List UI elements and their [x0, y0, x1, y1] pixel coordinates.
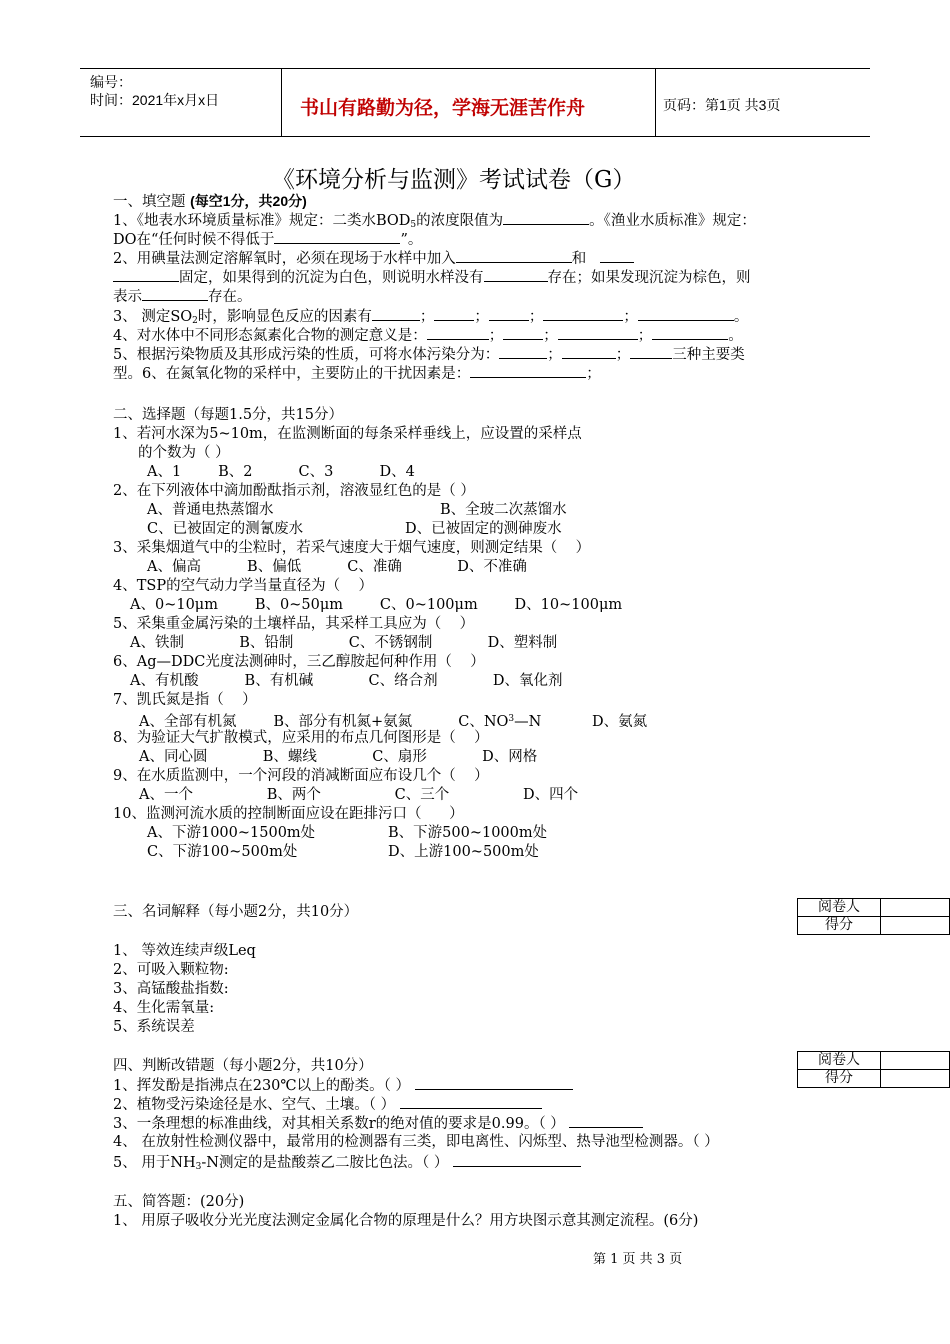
header-bottom-rule — [80, 136, 870, 137]
section4-heading: 四、判断改错题（每小题2分，共10分） — [113, 1058, 373, 1074]
score-cell[interactable] — [881, 1070, 950, 1088]
answer-blank[interactable] — [484, 268, 548, 282]
page-footer: 第 1 页 共 3 页 — [593, 1252, 683, 1267]
answer-blank[interactable] — [630, 345, 672, 359]
answer-blank[interactable] — [503, 326, 543, 340]
q2-10-stem: 10、监测河流水质的控制断面应设在距排污口（ ） — [113, 806, 464, 822]
q2-5-options: A、铁制 B、铅制 C、不锈钢制 D、塑料制 — [130, 635, 558, 651]
header-divider-right — [655, 68, 656, 136]
answer-blank[interactable] — [456, 249, 572, 263]
q2-1-stem: 1、若河水深为5~10m，在监测断面的每条采样垂线上，应设置的采样点 — [113, 426, 582, 442]
answer-blank[interactable] — [372, 307, 420, 321]
q2-1-stem-cont: 的个数为（ ） — [138, 445, 230, 461]
answer-blank[interactable] — [274, 230, 400, 244]
section2-heading: 二、选择题（每题1.5分，共15分） — [113, 407, 344, 423]
q2-2-option-b: B、全玻二次蒸馏水 — [440, 502, 567, 518]
header-number-label: 编号： — [90, 74, 132, 90]
answer-blank[interactable] — [499, 345, 547, 359]
section1-q2-line1: 2、用碘量法测定溶解氧时，必须在现场于水样中加入 和 — [113, 249, 634, 269]
reviewer-cell[interactable] — [881, 899, 950, 917]
answer-blank[interactable] — [470, 364, 586, 378]
header-top-rule — [80, 68, 870, 69]
reviewer-cell[interactable] — [881, 1052, 950, 1070]
term-2: 2、可吸入颗粒物: — [113, 962, 229, 978]
page-title: 《环境分析与监测》考试试卷（G） — [272, 167, 636, 193]
q2-5-stem: 5、采集重金属污染的土壤样品，其采样工具应为（ ） — [113, 616, 475, 632]
section1-q3: 3、 测定$SO_2$时，影响显色反应的因素有 ； ； ； ； 。 — [113, 309, 749, 326]
answer-blank[interactable] — [113, 268, 179, 282]
header-divider-left — [281, 68, 282, 136]
q2-6-stem: 6、Ag—DDC光度法测砷时，三乙醇胺起何种作用（ ） — [113, 654, 485, 670]
q2-10-option-d: D、上游100~500m处 — [388, 844, 539, 860]
q2-8-stem: 8、为验证大气扩散模式，应采用的布点几何图形是（ ） — [113, 730, 489, 746]
answer-blank[interactable] — [652, 326, 728, 340]
q2-3-options: A、偏高 B、偏低 C、准确 D、不准确 — [147, 559, 527, 575]
answer-blank[interactable] — [434, 307, 474, 321]
answer-blank[interactable] — [400, 1095, 542, 1109]
score-label: 得分 — [798, 1070, 881, 1088]
q2-2-option-c: C、已被固定的测氰废水 — [147, 521, 304, 537]
q2-10-option-c: C、下游100~500m处 — [147, 844, 298, 860]
section3-score-table — [797, 898, 950, 935]
section1-heading — [113, 192, 307, 212]
section1-q2-line2: 固定，如果得到的沉淀为白色，则说明水样没有 存在；如果发现沉淀为棕色，则 — [113, 268, 751, 288]
header-time: 时间：2021年x月x日 — [90, 92, 220, 108]
answer-blank[interactable] — [543, 307, 623, 321]
q2-2-option-d: D、已被固定的测砷废水 — [405, 521, 562, 537]
term-4: 4、生化需氧量: — [113, 1000, 215, 1016]
section1-q4: 4、对水体中不同形态氮素化合物的测定意义是： ； ； ； 。 — [113, 328, 743, 344]
reviewer-label: 阅卷人 — [798, 1052, 881, 1070]
judge-1: 1、挥发酚是指沸点在230℃以上的酚类。（ ） — [113, 1076, 573, 1096]
q2-2-stem: 2、在下列液体中滴加酚酞指示剂，溶液显红色的是（ ） — [113, 483, 475, 499]
section1-heading-note: (每空1分，共20分) — [190, 193, 307, 209]
term-3: 3、高锰酸盐指数: — [113, 981, 229, 997]
answer-blank[interactable] — [638, 307, 734, 321]
answer-blank[interactable] — [503, 211, 589, 225]
header-page-info: 页码：第1页 共3页 — [663, 97, 781, 113]
section3-heading: 三、名词解释（每小题2分，共10分） — [113, 904, 359, 920]
answer-blank[interactable] — [562, 345, 616, 359]
judge-5: 5、 用于$NH_3-N$测定的是盐酸萘乙二胺比色法。（ ） — [113, 1153, 581, 1177]
section1-q1-line1: 1、《地表水环境质量标准》规定：二类水$BOD_5$的浓度限值为 。《渔业水质标准》规定： — [113, 213, 756, 230]
judge-4: 4、 在放射性检测仪器中，最常用的检测器有三类，即电离性、闪烁型、热导池型检测器。（ ） — [113, 1134, 719, 1150]
answer-blank[interactable] — [600, 249, 634, 263]
q2-10-option-b: B、下游500~1000m处 — [388, 825, 548, 841]
section4-score-table — [797, 1051, 950, 1088]
section1-q5: 5、根据污染物质及其形成污染的性质，可将水体污染分为： ； ； 三种主要类 — [113, 347, 745, 363]
term-1: 1、 等效连续声级Leq — [113, 943, 256, 959]
q2-4-stem: 4、TSP的空气动力学当量直径为（ ） — [113, 578, 374, 594]
section5-heading: 五、简答题：(20分) — [113, 1194, 245, 1210]
q2-3-stem: 3、采集烟道气中的尘粒时，若采气速度大于烟气速度，则测定结果（ ） — [113, 540, 591, 556]
answer-blank[interactable] — [489, 307, 529, 321]
q2-9-stem: 9、在水质监测中，一个河段的消减断面应布设几个（ ） — [113, 768, 489, 784]
q2-7-options: A、全部有机氮 B、部分有机氮+氨氮 C、$NO^3—N$ D、氨氮 — [139, 714, 648, 730]
header-motto: 书山有路勤为径，学海无涯苦作舟 — [300, 98, 586, 119]
score-cell[interactable] — [881, 917, 950, 935]
score-label: 得分 — [798, 917, 881, 935]
q2-8-options: A、同心圆 B、螺线 C、扇形 D、网格 — [139, 749, 538, 765]
section1-q2-line3: 表示 存在。 — [113, 289, 252, 305]
section1-heading-text: 一、填空题 — [113, 194, 186, 210]
q2-10-option-a: A、下游1000~1500m处 — [147, 825, 316, 841]
section1-q5-q6: 型。6、在氮氧化物的采样中，主要防止的干扰因素是： ； — [113, 366, 601, 382]
answer-blank[interactable] — [142, 287, 208, 301]
q2-7-stem: 7、凯氏氮是指（ ） — [113, 692, 257, 708]
q2-4-options: A、0~10μm B、0~50μm C、0~100μm D、10~100μm — [130, 597, 623, 613]
judge-3: 3、一条理想的标准曲线，对其相关系数r的绝对值的要求是0.99。（ ） — [113, 1114, 643, 1134]
answer-blank[interactable] — [453, 1153, 581, 1167]
q2-9-options: A、一个 B、两个 C、三个 D、四个 — [139, 787, 579, 803]
answer-blank[interactable] — [558, 326, 638, 340]
q2-6-options: A、有机酸 B、有机碱 C、络合剂 D、氧化剂 — [130, 673, 563, 689]
section1-q1-line2: DO在“任何时候不得低于 ”。 — [113, 232, 423, 248]
answer-blank[interactable] — [427, 326, 489, 340]
answer-blank[interactable] — [569, 1114, 643, 1128]
q2-1-options: A、1 B、2 C、3 D、4 — [147, 464, 415, 480]
q2-2-option-a: A、普通电热蒸馏水 — [147, 502, 274, 518]
short-answer-1: 1、 用原子吸收分光光度法测定金属化合物的原理是什么？用方块图示意其测定流程。(6分) — [113, 1213, 699, 1229]
judge-2: 2、植物受污染途径是水、空气、土壤。（ ） — [113, 1095, 542, 1115]
reviewer-label: 阅卷人 — [798, 899, 881, 917]
term-5: 5、系统误差 — [113, 1019, 195, 1035]
answer-blank[interactable] — [415, 1076, 573, 1090]
